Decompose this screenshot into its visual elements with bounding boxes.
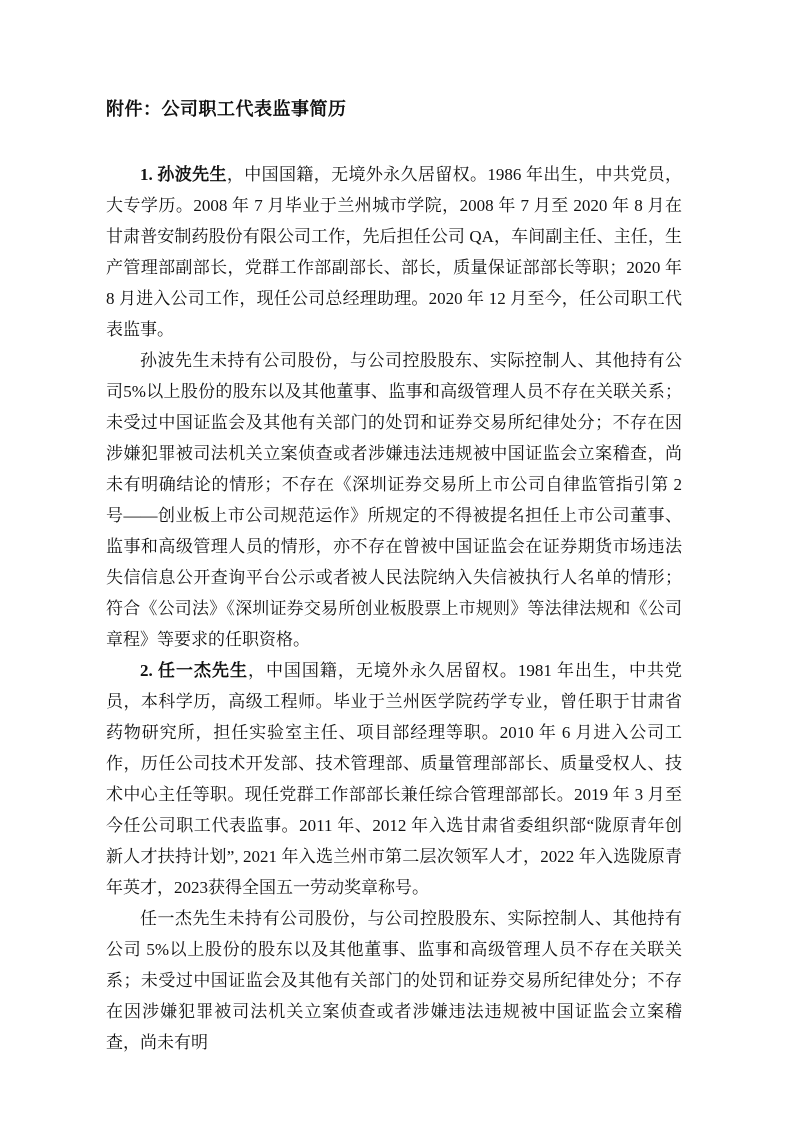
paragraph-sunbo-intro-text: ，中国国籍，无境外永久居留权。1986 年出生，中共党员，大专学历。2008 年 7 月毕业于兰州城市学院，2008 年 7 月至 2020 年 8 月在甘肃普安制药股份有限公司工作，先后担任公司 QA，车间副主任、主任，生产管理部副部长，党群工作部副部长、部长，质量保证部部长等职；2020 年 8 月进入公司工作，现任公司总经理助理。2020 年 12 月至今，任公司职工代表监事。 [106, 165, 683, 339]
paragraph-sunbo-disclosure [106, 345, 682, 655]
paragraph-renyijie-intro-text: ，中国国籍，无境外永久居留权。1981 年出生，中共党员，本科学历，高级工程师。毕业于兰州医学院药学专业，曾任职于甘肃省药物研究所，担任实验室主任、项目部经理等职。2010 年 6 月进入公司工作，历任公司技术开发部、技术管理部、质量管理部部长、质量受权人、技术中心主任等职。现任党群工作部部长兼任综合管理部部长。2019 年 3 月至今任公司职工代表监事。2011 年、2012 年入选甘肃省委组织部“陇原青年创新人才扶持计划”, 2021 年入选兰州市第二层次领军人才，2022 年入选陇原青年英才，2023获得全国五一劳动奖章称号。 [106, 661, 683, 897]
paragraph-sunbo-intro [106, 159, 682, 345]
document-title: 附件：公司职工代表监事简历 [106, 99, 347, 119]
paragraph-renyijie-disclosure-text: 任一杰先生未持有公司股份，与公司控股股东、实际控制人、其他持有公司 5%以上股份的股东以及其他董事、监事和高级管理人员不存在关联关系；未受过中国证监会及其他有关部门的处罚和证券交易所纪律处分；不存在因涉嫌犯罪被司法机关立案侦查或者涉嫌违法违规被中国证监会立案稽查，尚未有明 [106, 909, 682, 1052]
document-body [106, 96, 682, 1058]
person-name-sunbo: 1. 孙波先生 [140, 165, 227, 184]
paragraph-renyijie-intro [106, 655, 682, 903]
person-name-renyijie: 2. 任一杰先生 [140, 661, 248, 680]
paragraph-sunbo-disclosure-text: 孙波先生未持有公司股份，与公司控股股东、实际控制人、其他持有公司5%以上股份的股东以及其他董事、监事和高级管理人员不存在关联关系；未受过中国证监会及其他有关部门的处罚和证券交易所纪律处分；不存在因涉嫌犯罪被司法机关立案侦查或者涉嫌违法违规被中国证监会立案稽查，尚未有明确结论的情形；不存在《深圳证券交易所上市公司自律监管指引第 2 号——创业板上市公司规范运作》所规定的不得被提名担任上市公司董事、监事和高级管理人员的情形，亦不存在曾被中国证监会在证券期货市场违法失信信息公开查询平台公示或者被人民法院纳入失信被执行人名单的情形；符合《公司法》《深圳证券交易所创业板股票上市规则》等法律法规和《公司章程》等要求的任职资格。 [106, 351, 682, 649]
paragraph-renyijie-disclosure [106, 903, 682, 1058]
